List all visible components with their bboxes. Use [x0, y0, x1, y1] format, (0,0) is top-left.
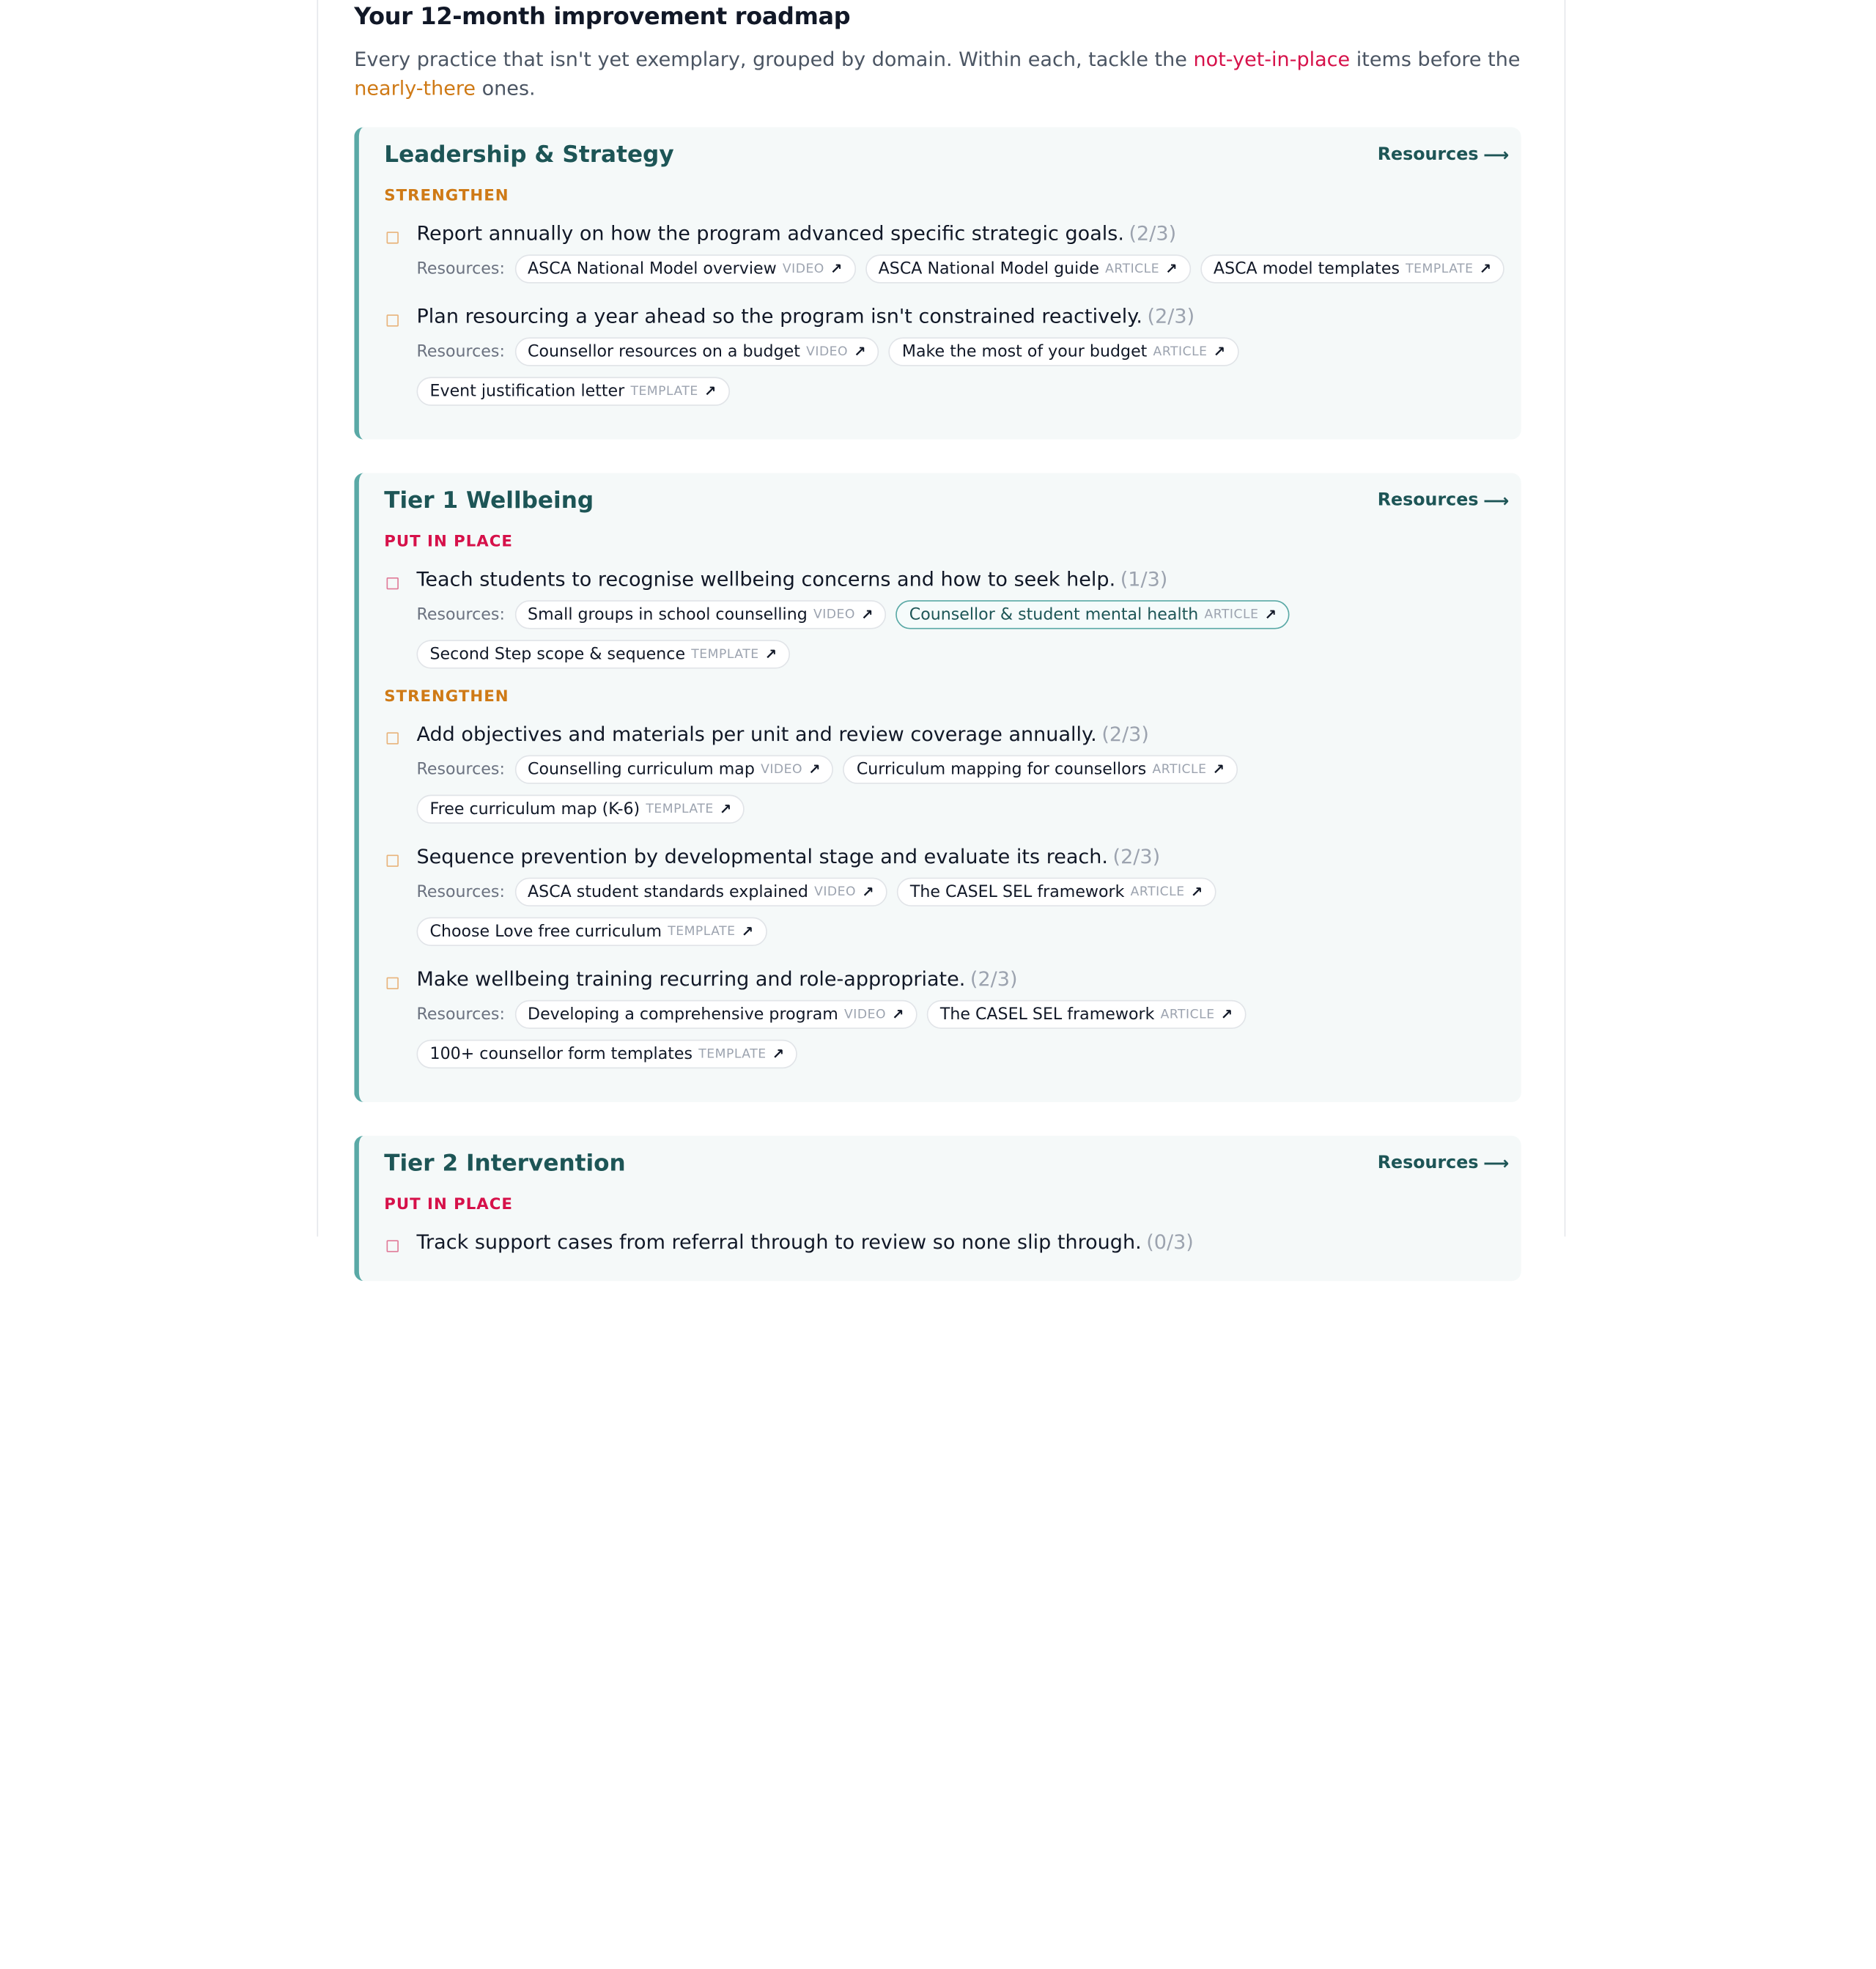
external-link-icon: ↗: [1190, 883, 1203, 901]
practice-item: [384, 220, 1509, 293]
arrow-right-icon: ⟶: [1483, 490, 1510, 511]
domain-resources-link[interactable]: [1378, 144, 1510, 166]
practice-score: (0/3): [1146, 1230, 1194, 1254]
external-link-icon: ↗: [741, 923, 754, 940]
resource-type: TEMPLATE: [646, 802, 714, 817]
external-link-icon: ↗: [830, 260, 843, 278]
practice-body: [416, 720, 1509, 833]
resource-title: Choose Love free curriculum: [429, 922, 662, 942]
practice-label: Add objectives and materials per unit and review coverage annually.: [416, 723, 1097, 746]
resources-row: [416, 337, 1509, 405]
external-link-icon: ↗: [861, 606, 874, 624]
intro-nearly-there: nearly-there: [354, 76, 476, 100]
resource-type: VIDEO: [813, 607, 855, 622]
domain-title: Tier 2 Intervention: [384, 1150, 626, 1177]
resource-title: Developing a comprehensive program: [528, 1005, 838, 1024]
resource-type: VIDEO: [761, 762, 803, 777]
external-link-icon: ↗: [772, 1045, 785, 1063]
resource-type: TEMPLATE: [698, 1046, 767, 1062]
resources-label: Resources:: [416, 1005, 505, 1024]
resources-link-label: Resources: [1377, 491, 1479, 511]
resource-title: Small groups in school counselling: [528, 605, 808, 624]
group-label: PUT IN PLACE: [384, 1195, 513, 1214]
resource-type: ARTICLE: [1105, 262, 1160, 276]
intro-part2: items before the: [1350, 48, 1521, 71]
resource-title: Make the most of your budget: [901, 341, 1148, 362]
roadmap-content: [354, 0, 1521, 1315]
practice-body: [416, 303, 1509, 415]
external-link-icon: ↗: [1165, 260, 1178, 278]
external-link-icon: ↗: [1479, 260, 1492, 278]
resource-type: TEMPLATE: [1406, 262, 1474, 276]
practice-label: Report annually on how the program advanced specific strategic goals.: [416, 222, 1124, 245]
practice-checkbox[interactable]: [387, 232, 399, 243]
resource-chip[interactable]: [514, 878, 887, 906]
resource-title: 100+ counsellor form templates: [429, 1044, 693, 1064]
resources-row: [416, 878, 1509, 946]
resource-title: Free curriculum map (K-6): [429, 799, 640, 819]
practice-body: [416, 220, 1509, 293]
practice-body: [416, 566, 1509, 679]
practice-label: Sequence prevention by developmental stage and evaluate its reach.: [416, 845, 1108, 868]
practice-checkbox[interactable]: [387, 1240, 399, 1252]
practice-checkbox[interactable]: [387, 314, 399, 326]
intro-text: [354, 45, 1521, 103]
resource-chip[interactable]: [416, 377, 729, 405]
roadmap-card: [317, 0, 1566, 1254]
practice-label: Make wellbeing training recurring and role-appropriate.: [416, 967, 966, 991]
page-title: Your 12-month improvement roadmap: [354, 2, 851, 30]
domain-header: [384, 141, 1509, 168]
resource-title: Counselling curriculum map: [528, 760, 755, 780]
external-link-icon: ↗: [1213, 343, 1226, 361]
external-link-icon: ↗: [1212, 761, 1225, 778]
resource-chip[interactable]: [514, 600, 887, 629]
arrow-right-icon: ⟶: [1483, 1152, 1510, 1175]
resources-link-label: Resources: [1377, 145, 1479, 165]
resource-title: Curriculum mapping for counsellors: [856, 760, 1147, 780]
practice-text: [416, 303, 1509, 331]
resources-row: [416, 254, 1509, 283]
resource-chip[interactable]: [416, 917, 767, 946]
resource-type: VIDEO: [806, 344, 849, 359]
external-link-icon: ↗: [764, 646, 778, 663]
practice-checkbox[interactable]: [387, 732, 399, 744]
resource-title: Second Step scope & sequence: [429, 644, 686, 664]
practice-body: [416, 843, 1509, 956]
domain-section: [354, 473, 1521, 1101]
resources-row: [416, 755, 1509, 823]
arrow-right-icon: ⟶: [1483, 144, 1510, 166]
external-link-icon: ↗: [1264, 606, 1277, 624]
resource-type: ARTICLE: [1204, 607, 1259, 622]
resource-type: TEMPLATE: [630, 384, 698, 399]
resource-chip[interactable]: [889, 337, 1238, 366]
domain-resources-link[interactable]: [1378, 490, 1510, 511]
group-label: PUT IN PLACE: [384, 533, 513, 551]
domain-title: Leadership & Strategy: [384, 141, 674, 169]
resource-type: VIDEO: [814, 884, 857, 900]
domain-header: [384, 487, 1509, 514]
resources-label: Resources:: [416, 605, 505, 624]
resource-title: The CASEL SEL framework: [939, 1005, 1155, 1024]
resources-label: Resources:: [416, 760, 505, 780]
resource-chip[interactable]: [927, 1000, 1246, 1029]
practice-checkbox[interactable]: [387, 978, 399, 989]
practice-item: [384, 1228, 1509, 1257]
resource-type: ARTICLE: [1160, 1007, 1215, 1022]
resources-label: Resources:: [416, 259, 505, 279]
resource-chip[interactable]: [416, 795, 745, 824]
practice-text: [416, 566, 1509, 594]
domain-section: [354, 128, 1521, 440]
resource-title: ASCA student standards explained: [528, 882, 808, 902]
resource-title: ASCA model templates: [1213, 259, 1400, 279]
resource-chip[interactable]: [416, 640, 790, 668]
resource-chip[interactable]: [896, 600, 1290, 629]
group-label: STRENGTHEN: [384, 187, 509, 206]
resource-type: TEMPLATE: [668, 924, 736, 939]
external-link-icon: ↗: [808, 761, 821, 778]
domain-section: [354, 1136, 1521, 1281]
resource-title: ASCA National Model overview: [528, 259, 777, 279]
practice-text: [416, 965, 1509, 994]
resource-chip[interactable]: [843, 755, 1238, 783]
practice-item: [384, 566, 1509, 679]
external-link-icon: ↗: [892, 1005, 904, 1023]
resources-row: [416, 600, 1509, 668]
domain-title: Tier 1 Wellbeing: [384, 487, 594, 514]
practice-score: (2/3): [970, 967, 1018, 991]
resource-title: Event justification letter: [429, 381, 625, 402]
practice-score: (1/3): [1120, 567, 1168, 591]
practice-label: Track support cases from referral through to review so none slip through.: [416, 1230, 1142, 1254]
resource-chip[interactable]: [514, 254, 856, 283]
practice-text: [416, 1228, 1509, 1257]
resource-type: ARTICLE: [1130, 884, 1185, 900]
external-link-icon: ↗: [854, 343, 866, 361]
external-link-icon: ↗: [862, 883, 874, 901]
intro-not-yet-in-place: not-yet-in-place: [1193, 48, 1351, 71]
practice-score: (2/3): [1101, 723, 1149, 746]
intro-part1: Every practice that isn't yet exemplary, grouped by domain. Within each, tackle the: [354, 48, 1194, 71]
resources-row: [416, 1000, 1509, 1068]
external-link-icon: ↗: [719, 800, 732, 818]
resource-chip[interactable]: [514, 337, 879, 366]
practice-checkbox[interactable]: [387, 854, 399, 866]
resource-type: VIDEO: [782, 262, 824, 276]
resource-chip[interactable]: [514, 755, 834, 783]
resource-chip[interactable]: [1200, 254, 1504, 283]
resource-type: TEMPLATE: [691, 647, 759, 662]
external-link-icon: ↗: [704, 383, 717, 400]
domain-header: [384, 1150, 1509, 1176]
practice-item: [384, 303, 1509, 415]
practice-score: (2/3): [1147, 305, 1195, 328]
domain-list: [354, 128, 1521, 1281]
external-link-icon: ↗: [1220, 1005, 1233, 1023]
resource-title: Counsellor resources on a budget: [528, 341, 800, 362]
practice-score: (2/3): [1129, 222, 1177, 245]
practice-label: Teach students to recognise wellbeing concerns and how to seek help.: [416, 567, 1116, 591]
practice-label: Plan resourcing a year ahead so the program isn't constrained reactively.: [416, 305, 1142, 328]
practice-body: [416, 1228, 1509, 1257]
resource-chip[interactable]: [897, 878, 1216, 906]
group-label: STRENGTHEN: [384, 687, 509, 706]
resources-label: Resources:: [416, 341, 505, 362]
resource-type: ARTICLE: [1152, 762, 1207, 777]
domain-resources-link[interactable]: [1378, 1153, 1510, 1174]
resources-link-label: Resources: [1377, 1153, 1479, 1173]
resource-type: VIDEO: [844, 1007, 886, 1022]
resource-title: Counsellor & student mental health: [909, 605, 1199, 624]
practice-checkbox[interactable]: [387, 577, 399, 589]
practice-text: [416, 720, 1509, 749]
resource-type: ARTICLE: [1153, 344, 1208, 359]
resource-title: The CASEL SEL framework: [909, 882, 1125, 902]
practice-body: [416, 965, 1509, 1078]
resource-title: ASCA National Model guide: [878, 259, 1099, 279]
practice-text: [416, 220, 1509, 248]
practice-text: [416, 843, 1509, 871]
practice-score: (2/3): [1112, 845, 1161, 868]
resource-chip[interactable]: [416, 1040, 797, 1068]
resources-label: Resources:: [416, 882, 505, 902]
practice-item: [384, 843, 1509, 956]
practice-item: [384, 965, 1509, 1078]
resource-chip[interactable]: [514, 1000, 917, 1029]
intro-part3: ones.: [476, 76, 536, 100]
practice-item: [384, 720, 1509, 833]
resource-chip[interactable]: [865, 254, 1191, 283]
